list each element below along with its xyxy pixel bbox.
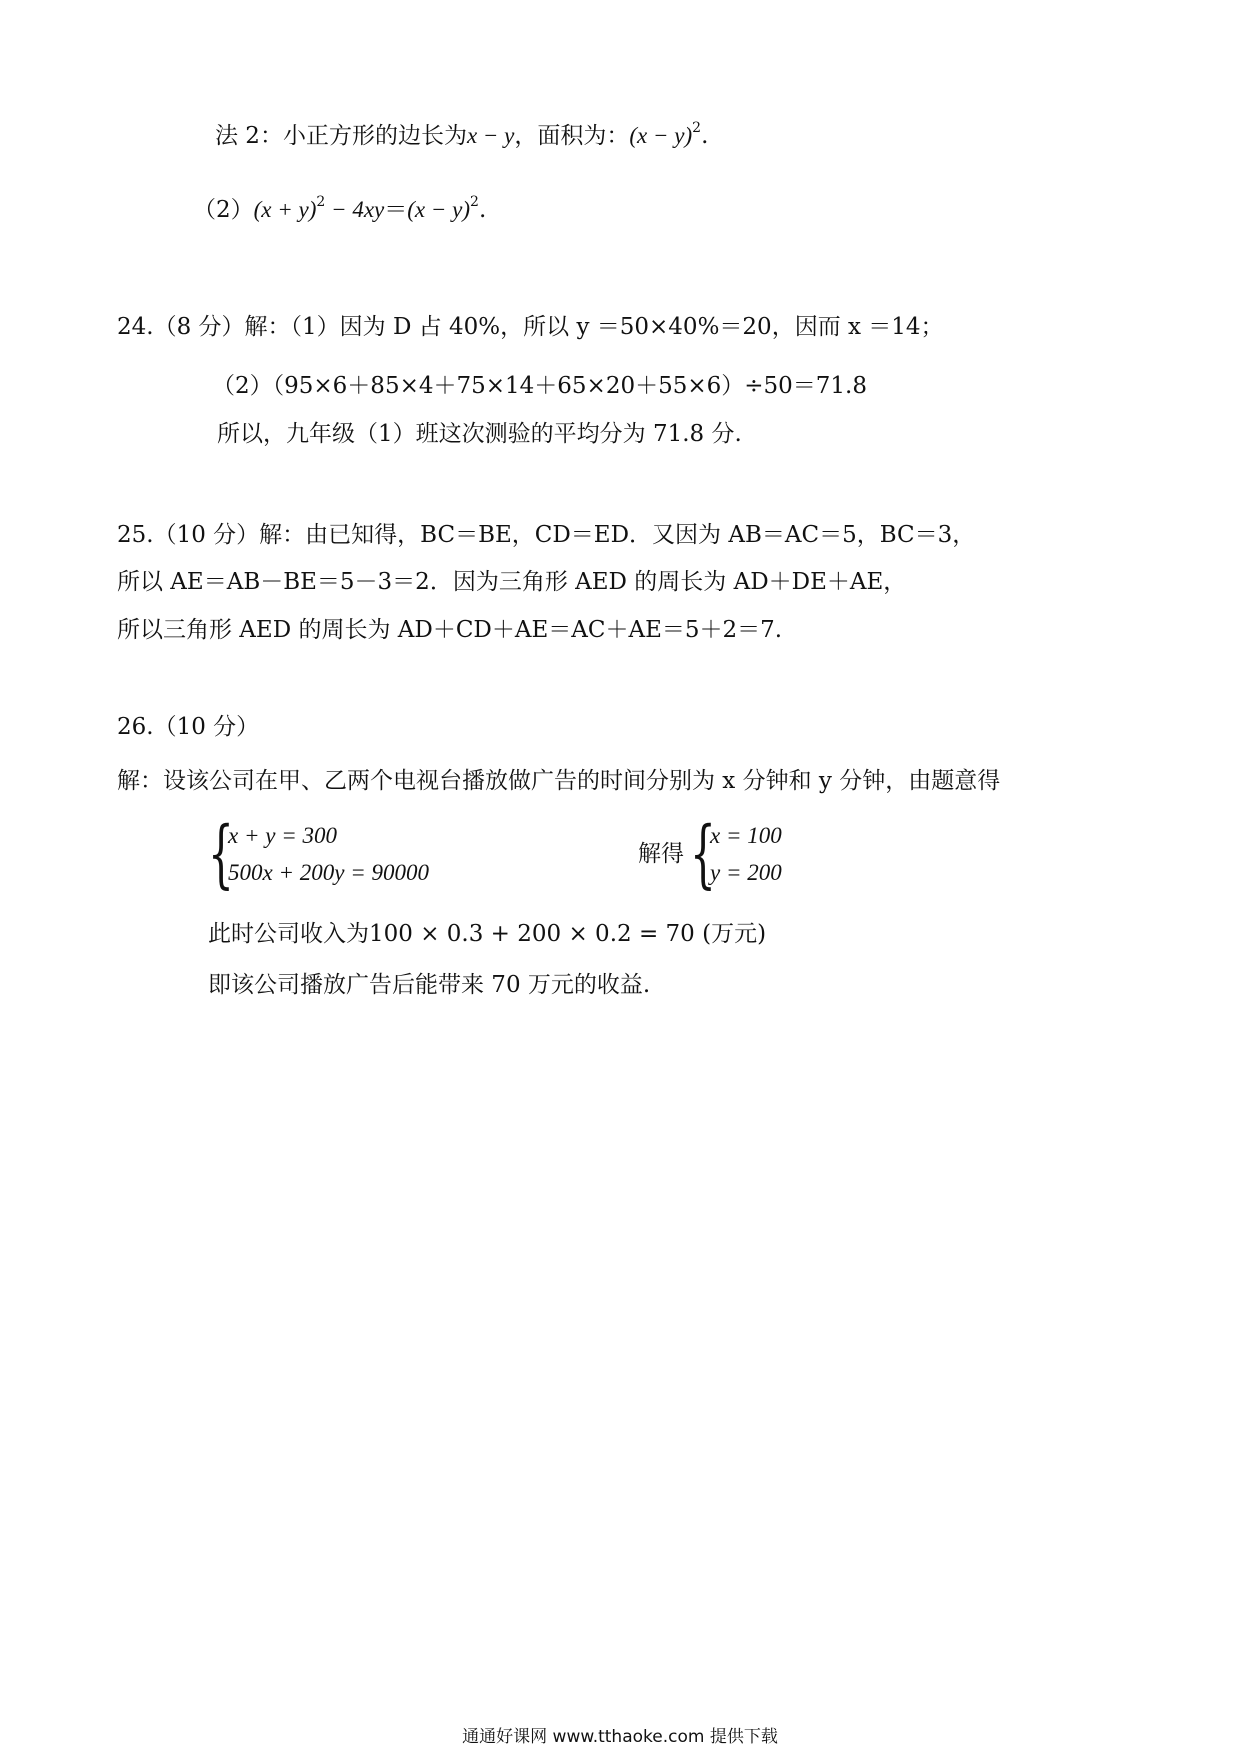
identity-rhs: (x − y) — [407, 197, 471, 222]
q25-line-2: 所以 AE＝AB－BE＝5－3＝2．因为三角形 AED 的周长为 AD＋DE＋AE， — [117, 569, 907, 595]
q26-income: 此时公司收入为100 × 0.3 + 200 × 0.2 = 70 (万元) — [208, 921, 767, 947]
system-equation-2: 500x + 200y = 90000 — [228, 860, 429, 885]
q26-intro: 解：设该公司在甲、乙两个电视台播放做广告的时间分别为 x 分钟和 y 分钟，由题意得 — [117, 768, 1001, 794]
identity-lhs-term: − 4xy — [325, 197, 385, 222]
q24-line-2: （2）（95×6＋85×4＋75×14＋65×20＋55×6）÷50＝71.8 — [212, 373, 868, 399]
identity-lhs-square: (x + y) — [253, 197, 317, 222]
footer-source: 通通好课网 www.tthaoke.com 提供下载 — [462, 1727, 778, 1747]
method2-end: . — [701, 123, 709, 149]
q24-line-3: 所以，九年级（1）班这次测验的平均分为 71.8 分. — [217, 421, 742, 447]
equation-system — [208, 811, 508, 897]
solution-system — [690, 811, 830, 897]
q25-line-1: 25.（10 分）解：由已知得，BC＝BE，CD＝ED．又因为 AB＝AC＝5，BC＝3， — [117, 522, 976, 548]
method2-area-expression: (x − y) — [629, 123, 693, 148]
method2-line — [215, 120, 708, 152]
solve-label: 解得 — [638, 841, 684, 867]
identity-equals: ＝ — [384, 197, 408, 223]
method2-area-exponent: 2 — [692, 120, 702, 137]
solution-x: x = 100 — [710, 823, 782, 848]
q25-line-3: 所以三角形 AED 的周长为 AD＋CD＋AE＝AC＋AE＝5＋2＝7. — [117, 617, 783, 643]
method2-middle: ，面积为： — [514, 123, 630, 149]
part2-label: （2） — [193, 197, 254, 223]
identity-end: . — [478, 197, 487, 223]
part2-identity-line — [193, 194, 486, 226]
system-equation-1: x + y = 300 — [228, 823, 337, 848]
method2-prefix: 法 2：小正方形的边长为 — [215, 123, 467, 149]
system-brace: { — [208, 811, 234, 897]
method2-side-expression: x − y — [466, 123, 515, 148]
q26-conclusion: 即该公司播放广告后能带来 70 万元的收益. — [208, 972, 651, 998]
q26-heading: 26.（10 分） — [117, 714, 260, 740]
identity-lhs-exponent: 2 — [316, 194, 326, 211]
identity-rhs-exponent: 2 — [470, 194, 479, 211]
solution-brace: { — [690, 811, 716, 897]
q24-line-1: 24.（8 分）解：（1）因为 D 占 40%，所以 y ＝50×40%＝20，因而 x ＝14； — [117, 314, 944, 340]
solution-y: y = 200 — [710, 860, 782, 885]
